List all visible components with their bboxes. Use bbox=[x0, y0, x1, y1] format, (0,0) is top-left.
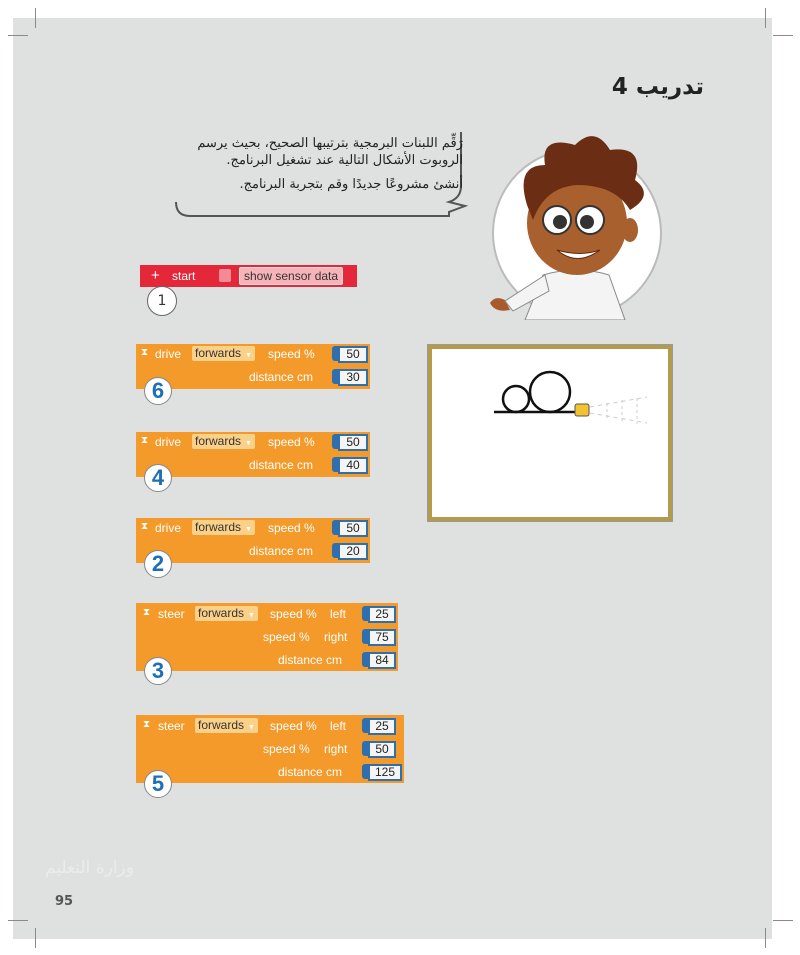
right-label: right bbox=[324, 742, 348, 756]
direction-dropdown[interactable]: forwards ▼ bbox=[195, 606, 258, 621]
step-number: 6 bbox=[144, 377, 172, 405]
hourglass-icon: ⧗ bbox=[143, 607, 151, 618]
speed-label: speed % bbox=[270, 607, 317, 621]
drive-block[interactable] bbox=[136, 344, 370, 389]
direction-dropdown[interactable]: forwards ▼ bbox=[192, 346, 255, 361]
right-label: right bbox=[324, 630, 348, 644]
left-speed-value[interactable]: 25 bbox=[368, 606, 396, 623]
plus-icon: + bbox=[151, 267, 160, 284]
instructions-text bbox=[178, 135, 463, 200]
command-label: drive bbox=[155, 521, 182, 535]
steer-block[interactable] bbox=[136, 715, 404, 783]
page-number: 95 bbox=[55, 894, 74, 909]
drive-block[interactable] bbox=[136, 432, 370, 477]
direction-dropdown[interactable]: forwards ▼ bbox=[195, 718, 258, 733]
crop-mark bbox=[765, 8, 766, 28]
distance-label: distance cm bbox=[278, 653, 343, 667]
step-number: 5 bbox=[144, 770, 172, 798]
step-number-1: 1 bbox=[147, 286, 177, 316]
distance-label: distance cm bbox=[249, 370, 314, 384]
direction-dropdown[interactable]: forwards ▼ bbox=[192, 520, 255, 535]
crop-mark bbox=[8, 35, 28, 36]
speed-label: speed % bbox=[268, 435, 315, 449]
ministry-watermark: وزارة التعليم bbox=[45, 858, 134, 878]
distance-label: distance cm bbox=[249, 458, 314, 472]
left-label: left bbox=[330, 607, 347, 621]
sensor-checkbox[interactable] bbox=[219, 269, 231, 282]
left-label: left bbox=[330, 719, 347, 733]
drive-block[interactable] bbox=[136, 518, 370, 563]
hourglass-icon: ⧗ bbox=[141, 347, 149, 358]
command-label: steer bbox=[158, 607, 185, 621]
right-speed-value[interactable]: 75 bbox=[368, 629, 396, 646]
crop-mark bbox=[773, 920, 793, 921]
speed-label: speed % bbox=[263, 742, 310, 756]
instruction-line-1: رَقِّم اللبنات البرمجية بترتيبها الصحيح، بحيث يرسم الروبوت الأشكال التالية عند تشغيل البرنامج. bbox=[197, 136, 463, 168]
robot-path-preview bbox=[428, 345, 672, 521]
command-label: drive bbox=[155, 347, 182, 361]
left-speed-value[interactable]: 25 bbox=[368, 718, 396, 735]
robot-path-drawing bbox=[432, 349, 668, 517]
speed-label: speed % bbox=[268, 521, 315, 535]
speed-label: speed % bbox=[270, 719, 317, 733]
robot-icon bbox=[575, 404, 589, 416]
crop-mark bbox=[35, 8, 36, 28]
hourglass-icon: ⧗ bbox=[143, 719, 151, 730]
crop-mark bbox=[765, 928, 766, 948]
hourglass-icon: ⧗ bbox=[141, 435, 149, 446]
distance-value[interactable]: 30 bbox=[338, 369, 368, 386]
step-number: 4 bbox=[144, 464, 172, 492]
distance-label: distance cm bbox=[249, 544, 314, 558]
right-speed-value[interactable]: 50 bbox=[368, 741, 396, 758]
step-number: 3 bbox=[144, 657, 172, 685]
speed-label: speed % bbox=[263, 630, 310, 644]
boy-character-illustration bbox=[485, 125, 670, 320]
speed-value[interactable]: 50 bbox=[338, 346, 368, 363]
start-label: start bbox=[172, 269, 196, 283]
crop-mark bbox=[35, 928, 36, 948]
show-sensor-data-button[interactable]: show sensor data bbox=[239, 267, 343, 285]
distance-value[interactable]: 20 bbox=[338, 543, 368, 560]
distance-value[interactable]: 40 bbox=[338, 457, 368, 474]
start-block[interactable] bbox=[140, 265, 357, 287]
crop-mark bbox=[773, 35, 793, 36]
crop-mark bbox=[8, 920, 28, 921]
distance-label: distance cm bbox=[278, 765, 343, 779]
steer-block[interactable] bbox=[136, 603, 398, 671]
distance-value[interactable]: 125 bbox=[368, 764, 402, 781]
command-label: steer bbox=[158, 719, 185, 733]
instruction-line-2: أنشئ مشروعًا جديدًا وقم بتجربة البرنامج. bbox=[239, 177, 463, 192]
speed-label: speed % bbox=[268, 347, 315, 361]
exercise-title: تدريب 4 bbox=[611, 74, 704, 100]
hourglass-icon: ⧗ bbox=[141, 521, 149, 532]
speed-value[interactable]: 50 bbox=[338, 434, 368, 451]
distance-value[interactable]: 84 bbox=[368, 652, 396, 669]
speed-value[interactable]: 50 bbox=[338, 520, 368, 537]
direction-dropdown[interactable]: forwards ▼ bbox=[192, 434, 255, 449]
step-number: 2 bbox=[144, 550, 172, 578]
command-label: drive bbox=[155, 435, 182, 449]
